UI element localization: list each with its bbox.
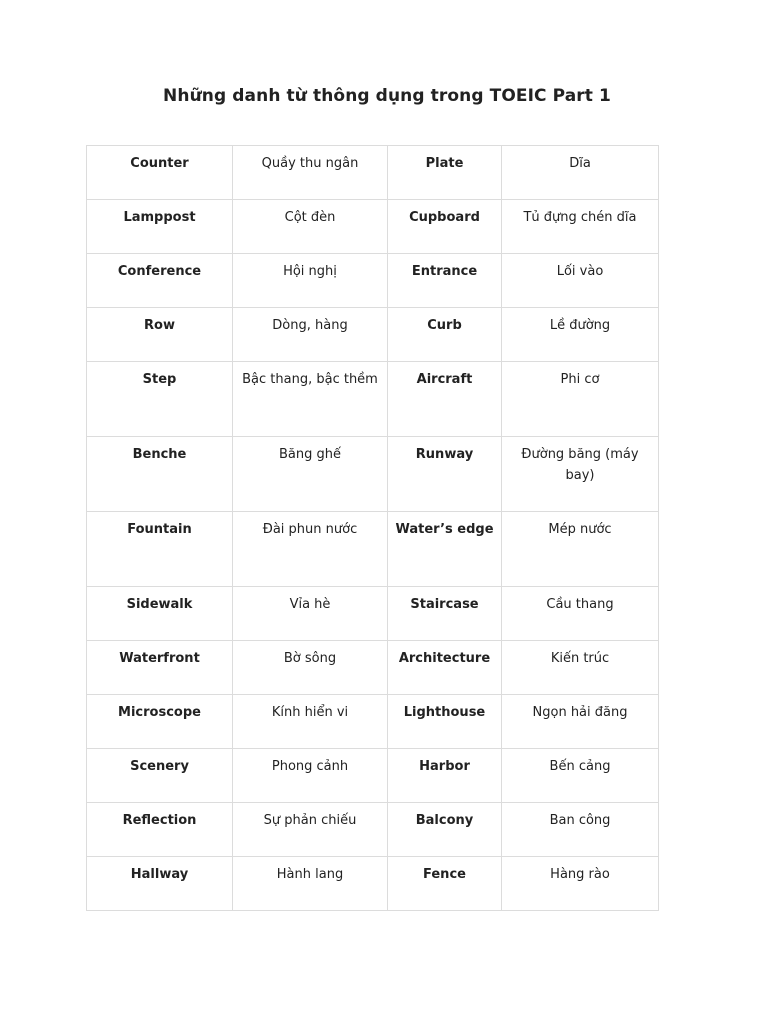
meaning-cell: Cầu thang <box>502 587 659 641</box>
meaning-cell: Ban công <box>502 803 659 857</box>
term-cell: Lamppost <box>87 200 233 254</box>
meaning-cell: Lối vào <box>502 254 659 308</box>
table-row <box>87 641 659 695</box>
meaning-cell: Tủ đựng chén dĩa <box>502 200 659 254</box>
meaning-cell: Bờ sông <box>233 641 388 695</box>
meaning-cell: Dòng, hàng <box>233 308 388 362</box>
term-cell: Scenery <box>87 749 233 803</box>
table-row <box>87 437 659 512</box>
meaning-cell: Dĩa <box>502 146 659 200</box>
term-cell: Lighthouse <box>388 695 502 749</box>
meaning-cell: Ngọn hải đăng <box>502 695 659 749</box>
table-row <box>87 254 659 308</box>
meaning-cell: Đài phun nước <box>233 512 388 587</box>
table-row <box>87 362 659 437</box>
meaning-cell: Bến cảng <box>502 749 659 803</box>
meaning-cell: Hội nghị <box>233 254 388 308</box>
meaning-cell: Cột đèn <box>233 200 388 254</box>
vocabulary-table <box>86 145 659 911</box>
term-cell: Harbor <box>388 749 502 803</box>
term-cell: Runway <box>388 437 502 512</box>
meaning-cell: Hàng rào <box>502 857 659 911</box>
meaning-cell: Bậc thang, bậc thềm <box>233 362 388 437</box>
term-cell: Counter <box>87 146 233 200</box>
table-row <box>87 587 659 641</box>
term-cell: Balcony <box>388 803 502 857</box>
meaning-cell: Quầy thu ngân <box>233 146 388 200</box>
table-row <box>87 146 659 200</box>
meaning-cell: Đường băng (máy bay) <box>502 437 659 512</box>
meaning-cell: Mép nước <box>502 512 659 587</box>
term-cell: Cupboard <box>388 200 502 254</box>
table-row <box>87 512 659 587</box>
table-row <box>87 695 659 749</box>
term-cell: Row <box>87 308 233 362</box>
meaning-cell: Kính hiển vi <box>233 695 388 749</box>
table-row <box>87 857 659 911</box>
term-cell: Entrance <box>388 254 502 308</box>
table-row <box>87 803 659 857</box>
term-cell: Plate <box>388 146 502 200</box>
term-cell: Fence <box>388 857 502 911</box>
meaning-cell: Vỉa hè <box>233 587 388 641</box>
term-cell: Aircraft <box>388 362 502 437</box>
term-cell: Benche <box>87 437 233 512</box>
term-cell: Staircase <box>388 587 502 641</box>
term-cell: Microscope <box>87 695 233 749</box>
meaning-cell: Kiến trúc <box>502 641 659 695</box>
term-cell: Hallway <box>87 857 233 911</box>
term-cell: Sidewalk <box>87 587 233 641</box>
term-cell: Architecture <box>388 641 502 695</box>
meaning-cell: Phi cơ <box>502 362 659 437</box>
table-row <box>87 749 659 803</box>
table-row <box>87 200 659 254</box>
meaning-cell: Phong cảnh <box>233 749 388 803</box>
term-cell: Fountain <box>87 512 233 587</box>
term-cell: Water’s edge <box>388 512 502 587</box>
table-row <box>87 308 659 362</box>
meaning-cell: Hành lang <box>233 857 388 911</box>
page-title: Những danh từ thông dụng trong TOEIC Part 1 <box>163 86 611 106</box>
term-cell: Curb <box>388 308 502 362</box>
meaning-cell: Băng ghế <box>233 437 388 512</box>
term-cell: Reflection <box>87 803 233 857</box>
meaning-cell: Sự phản chiếu <box>233 803 388 857</box>
meaning-cell: Lề đường <box>502 308 659 362</box>
term-cell: Conference <box>87 254 233 308</box>
term-cell: Waterfront <box>87 641 233 695</box>
term-cell: Step <box>87 362 233 437</box>
